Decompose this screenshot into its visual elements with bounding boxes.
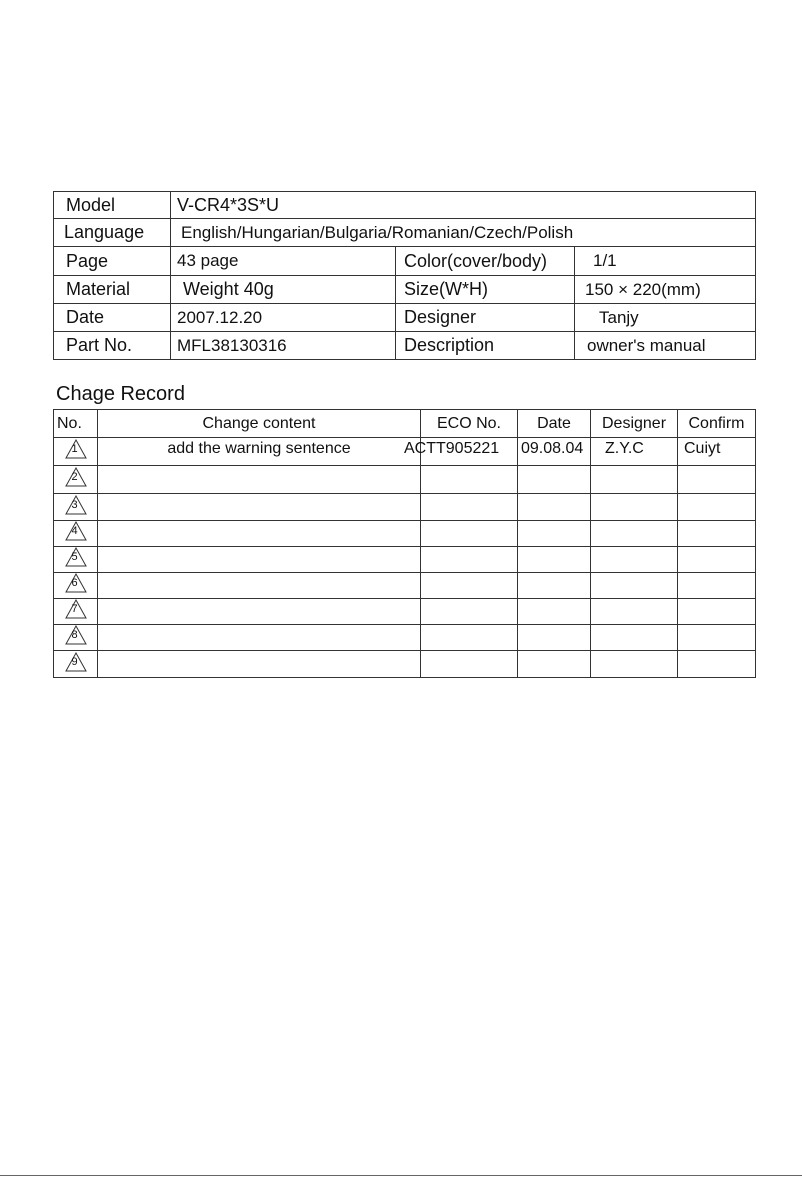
change-content bbox=[98, 494, 421, 521]
header-confirm: Confirm bbox=[678, 410, 756, 438]
change-confirm bbox=[678, 651, 756, 678]
revision-number: 3 bbox=[71, 498, 78, 511]
change-confirm bbox=[678, 494, 756, 521]
revision-number: 9 bbox=[71, 655, 78, 668]
material-label: Material bbox=[54, 276, 171, 304]
change-date bbox=[518, 547, 591, 573]
change-designer bbox=[591, 625, 678, 651]
model-label: Model bbox=[54, 192, 171, 219]
eco-no bbox=[421, 521, 518, 547]
revision-triangle-icon bbox=[65, 521, 87, 541]
revision-triangle-icon bbox=[65, 467, 87, 487]
date-value: 2007.12.20 bbox=[171, 304, 396, 332]
model-value: V-CR4*3S*U bbox=[171, 192, 756, 219]
color-value: 1/1 bbox=[575, 247, 756, 276]
change-confirm: Cuiyt bbox=[678, 438, 756, 466]
revision-triangle-icon bbox=[65, 495, 87, 515]
header-designer: Designer bbox=[591, 410, 678, 438]
change-content bbox=[98, 466, 421, 494]
description-label: Description bbox=[396, 332, 575, 360]
change-date bbox=[518, 573, 591, 599]
designer-value: Tanjy bbox=[575, 304, 756, 332]
change-content bbox=[98, 599, 421, 625]
revision-triangle-icon bbox=[65, 625, 87, 645]
page-bottom-rule bbox=[0, 1175, 802, 1176]
change-designer bbox=[591, 494, 678, 521]
table-row bbox=[54, 521, 756, 547]
eco-no: ACTT905221 bbox=[421, 438, 518, 466]
part-value: MFL38130316 bbox=[171, 332, 396, 360]
eco-no bbox=[421, 599, 518, 625]
change-date bbox=[518, 521, 591, 547]
change-content bbox=[98, 651, 421, 678]
eco-no bbox=[421, 625, 518, 651]
change-confirm bbox=[678, 521, 756, 547]
part-label: Part No. bbox=[54, 332, 171, 360]
table-row bbox=[54, 494, 756, 521]
revision-number: 6 bbox=[71, 577, 78, 589]
eco-no bbox=[421, 494, 518, 521]
revision-number: 4 bbox=[71, 525, 78, 537]
table-row bbox=[54, 651, 756, 678]
eco-no bbox=[421, 573, 518, 599]
change-content bbox=[98, 547, 421, 573]
change-date bbox=[518, 625, 591, 651]
designer-label: Designer bbox=[396, 304, 575, 332]
change-record-table bbox=[53, 409, 756, 678]
revision-number: 1 bbox=[71, 443, 78, 455]
revision-number: 2 bbox=[71, 471, 78, 483]
header-date: Date bbox=[518, 410, 591, 438]
revision-triangle-icon bbox=[65, 547, 87, 567]
change-date bbox=[518, 651, 591, 678]
revision-number: 5 bbox=[71, 551, 78, 563]
revision-number: 7 bbox=[71, 603, 78, 615]
change-designer bbox=[591, 466, 678, 494]
change-date bbox=[518, 599, 591, 625]
change-confirm bbox=[678, 573, 756, 599]
table-row bbox=[54, 573, 756, 599]
change-confirm bbox=[678, 599, 756, 625]
eco-no bbox=[421, 466, 518, 494]
language-label: Language bbox=[54, 219, 171, 247]
header-eco: ECO No. bbox=[421, 410, 518, 438]
revision-triangle-icon bbox=[65, 573, 87, 593]
page-label: Page bbox=[54, 247, 171, 276]
change-content bbox=[98, 521, 421, 547]
change-date bbox=[518, 466, 591, 494]
change-designer bbox=[591, 651, 678, 678]
description-value: owner's manual bbox=[575, 332, 756, 360]
table-row bbox=[54, 466, 756, 494]
table-row bbox=[54, 547, 756, 573]
change-confirm bbox=[678, 625, 756, 651]
change-designer bbox=[591, 573, 678, 599]
revision-triangle-icon bbox=[65, 652, 87, 672]
change-designer bbox=[591, 521, 678, 547]
material-value: Weight 40g bbox=[171, 276, 396, 304]
change-designer bbox=[591, 547, 678, 573]
table-row bbox=[54, 625, 756, 651]
spec-table bbox=[53, 191, 756, 360]
change-date bbox=[518, 494, 591, 521]
revision-triangle-icon bbox=[65, 439, 87, 459]
eco-no bbox=[421, 547, 518, 573]
size-label: Size(W*H) bbox=[396, 276, 575, 304]
table-row bbox=[54, 599, 756, 625]
change-confirm bbox=[678, 466, 756, 494]
size-value: 150 × 220(mm) bbox=[575, 276, 756, 304]
revision-number: 8 bbox=[71, 629, 78, 641]
revision-triangle-icon bbox=[65, 599, 87, 619]
change-content bbox=[98, 625, 421, 651]
change-date: 09.08.04 bbox=[518, 438, 591, 466]
change-confirm bbox=[678, 547, 756, 573]
change-record-title: Chage Record bbox=[56, 383, 185, 405]
change-designer bbox=[591, 599, 678, 625]
header-content: Change content bbox=[98, 410, 421, 438]
color-label: Color(cover/body) bbox=[396, 247, 575, 276]
table-row bbox=[54, 438, 756, 466]
change-designer: Z.Y.C bbox=[591, 438, 678, 466]
header-no: No. bbox=[54, 410, 98, 438]
page-value: 43 page bbox=[171, 247, 396, 276]
date-label: Date bbox=[54, 304, 171, 332]
language-value: English/Hungarian/Bulgaria/Romanian/Czech/Polish bbox=[171, 219, 756, 247]
eco-no bbox=[421, 651, 518, 678]
change-content: add the warning sentence bbox=[98, 438, 421, 466]
change-content bbox=[98, 573, 421, 599]
